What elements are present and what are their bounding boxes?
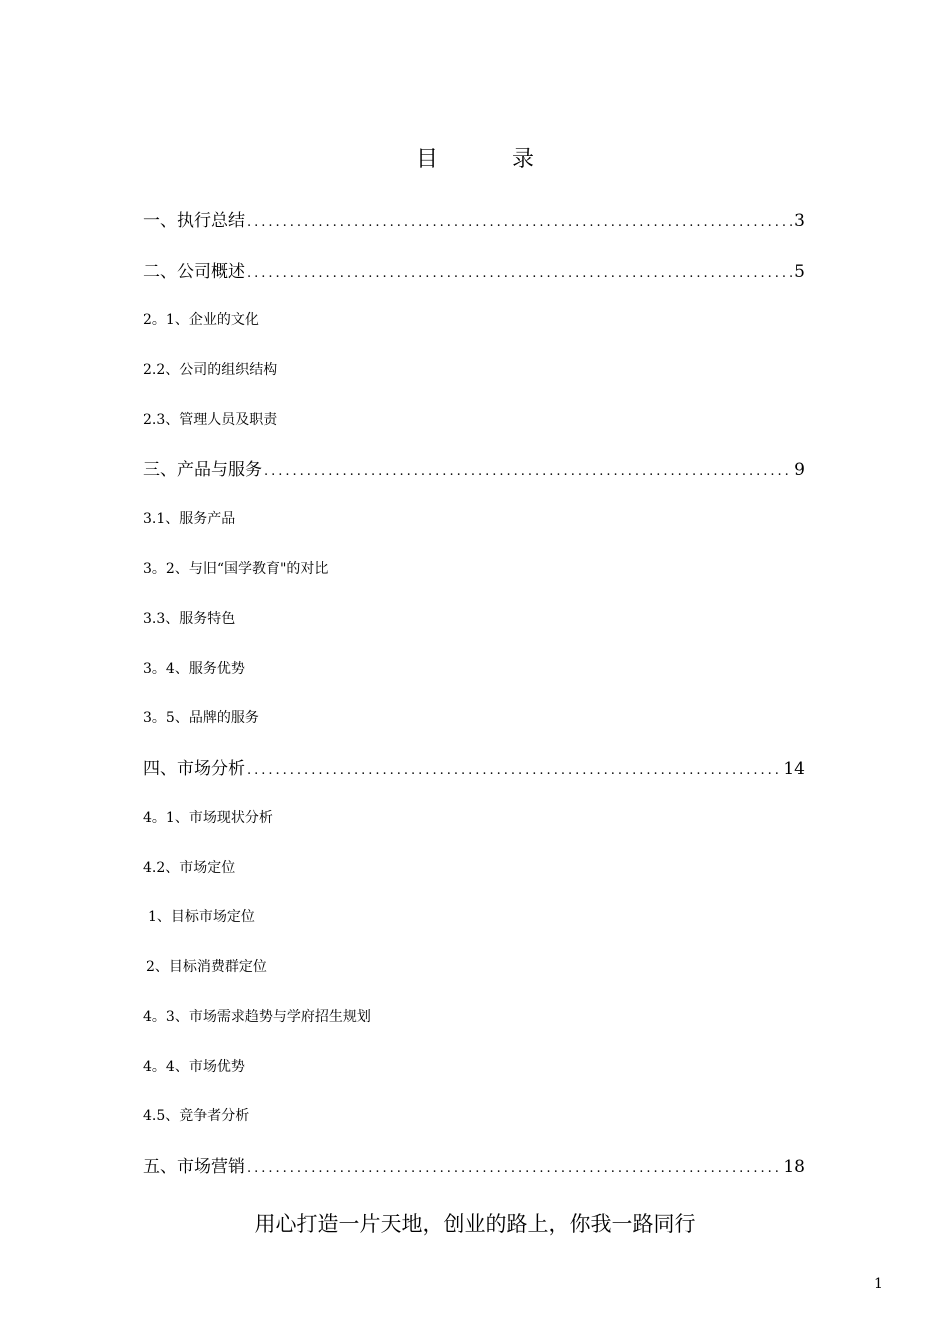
toc-subentry[interactable] — [143, 558, 805, 578]
toc-subentry-label: 3。2、与旧“国学教育"的对比 — [143, 561, 329, 577]
toc-subentry-label: 1、目标市场定位 — [148, 909, 255, 925]
toc-subentry-label: 4.5、竞争者分析 — [143, 1108, 250, 1124]
toc-entry-page: 9 — [794, 460, 805, 480]
toc-entry-page: 3 — [794, 211, 805, 231]
toc-subentry[interactable] — [143, 409, 805, 429]
toc-leader-dots — [247, 215, 792, 230]
page-number: 1 — [874, 1276, 883, 1292]
toc-leader-dots — [247, 266, 792, 281]
toc-subentry-label: 4。3、市场需求趋势与学府招生规划 — [143, 1009, 371, 1025]
toc-entry-page: 14 — [783, 759, 805, 779]
toc-subentry[interactable] — [143, 707, 805, 727]
toc-subentry-label: 3.1、服务产品 — [143, 511, 236, 527]
toc-subentry[interactable] — [143, 807, 805, 827]
toc-subentry-label: 3。5、品牌的服务 — [143, 710, 259, 726]
toc-subentry[interactable] — [143, 1006, 805, 1026]
toc-entry-page: 18 — [783, 1157, 805, 1177]
toc-subentry-label: 2。1、企业的文化 — [143, 312, 259, 328]
toc-subentry[interactable] — [143, 658, 805, 678]
toc-subentry-label: 2.2、公司的组织结构 — [143, 362, 278, 378]
toc-subentry-label: 4.2、市场定位 — [143, 860, 236, 876]
toc-entry-page: 5 — [794, 262, 805, 282]
toc-subentry-label: 4。1、市场现状分析 — [143, 810, 273, 826]
toc-subentry[interactable] — [146, 956, 808, 976]
toc-subentry[interactable] — [143, 1105, 805, 1125]
toc-entry-label: 二、公司概述 — [143, 262, 245, 282]
toc-title: 目 录 — [415, 147, 560, 172]
toc-subentry-label: 3.3、服务特色 — [143, 611, 236, 627]
footer-slogan: 用心打造一片天地，创业的路上，你我一路同行 — [254, 1212, 696, 1236]
toc-entry[interactable] — [143, 257, 805, 282]
toc-subentry[interactable] — [143, 359, 805, 379]
toc-subentry-label: 3。4、服务优势 — [143, 661, 245, 677]
toc-entry-label: 三、产品与服务 — [143, 460, 262, 480]
toc-entry[interactable] — [143, 1152, 805, 1177]
toc-leader-dots — [247, 763, 781, 778]
toc-subentry[interactable] — [143, 309, 805, 329]
toc-subentry[interactable] — [143, 508, 805, 528]
toc-subentry[interactable] — [143, 857, 805, 877]
toc-entry[interactable] — [143, 455, 805, 480]
toc-entry-label: 一、执行总结 — [143, 211, 245, 231]
toc-subentry[interactable] — [143, 1056, 805, 1076]
toc-subentry-label: 4。4、市场优势 — [143, 1059, 245, 1075]
toc-leader-dots — [264, 464, 792, 479]
toc-subentry-label: 2、目标消费群定位 — [146, 959, 267, 975]
toc-subentry[interactable] — [143, 608, 805, 628]
toc-entry-label: 五、市场营销 — [143, 1157, 245, 1177]
toc-subentry[interactable] — [148, 906, 810, 926]
toc-entry-label: 四、市场分析 — [143, 759, 245, 779]
toc-subentry-label: 2.3、管理人员及职责 — [143, 412, 278, 428]
toc-leader-dots — [247, 1161, 781, 1176]
toc-entry[interactable] — [143, 754, 805, 779]
toc-entry[interactable] — [143, 206, 805, 231]
